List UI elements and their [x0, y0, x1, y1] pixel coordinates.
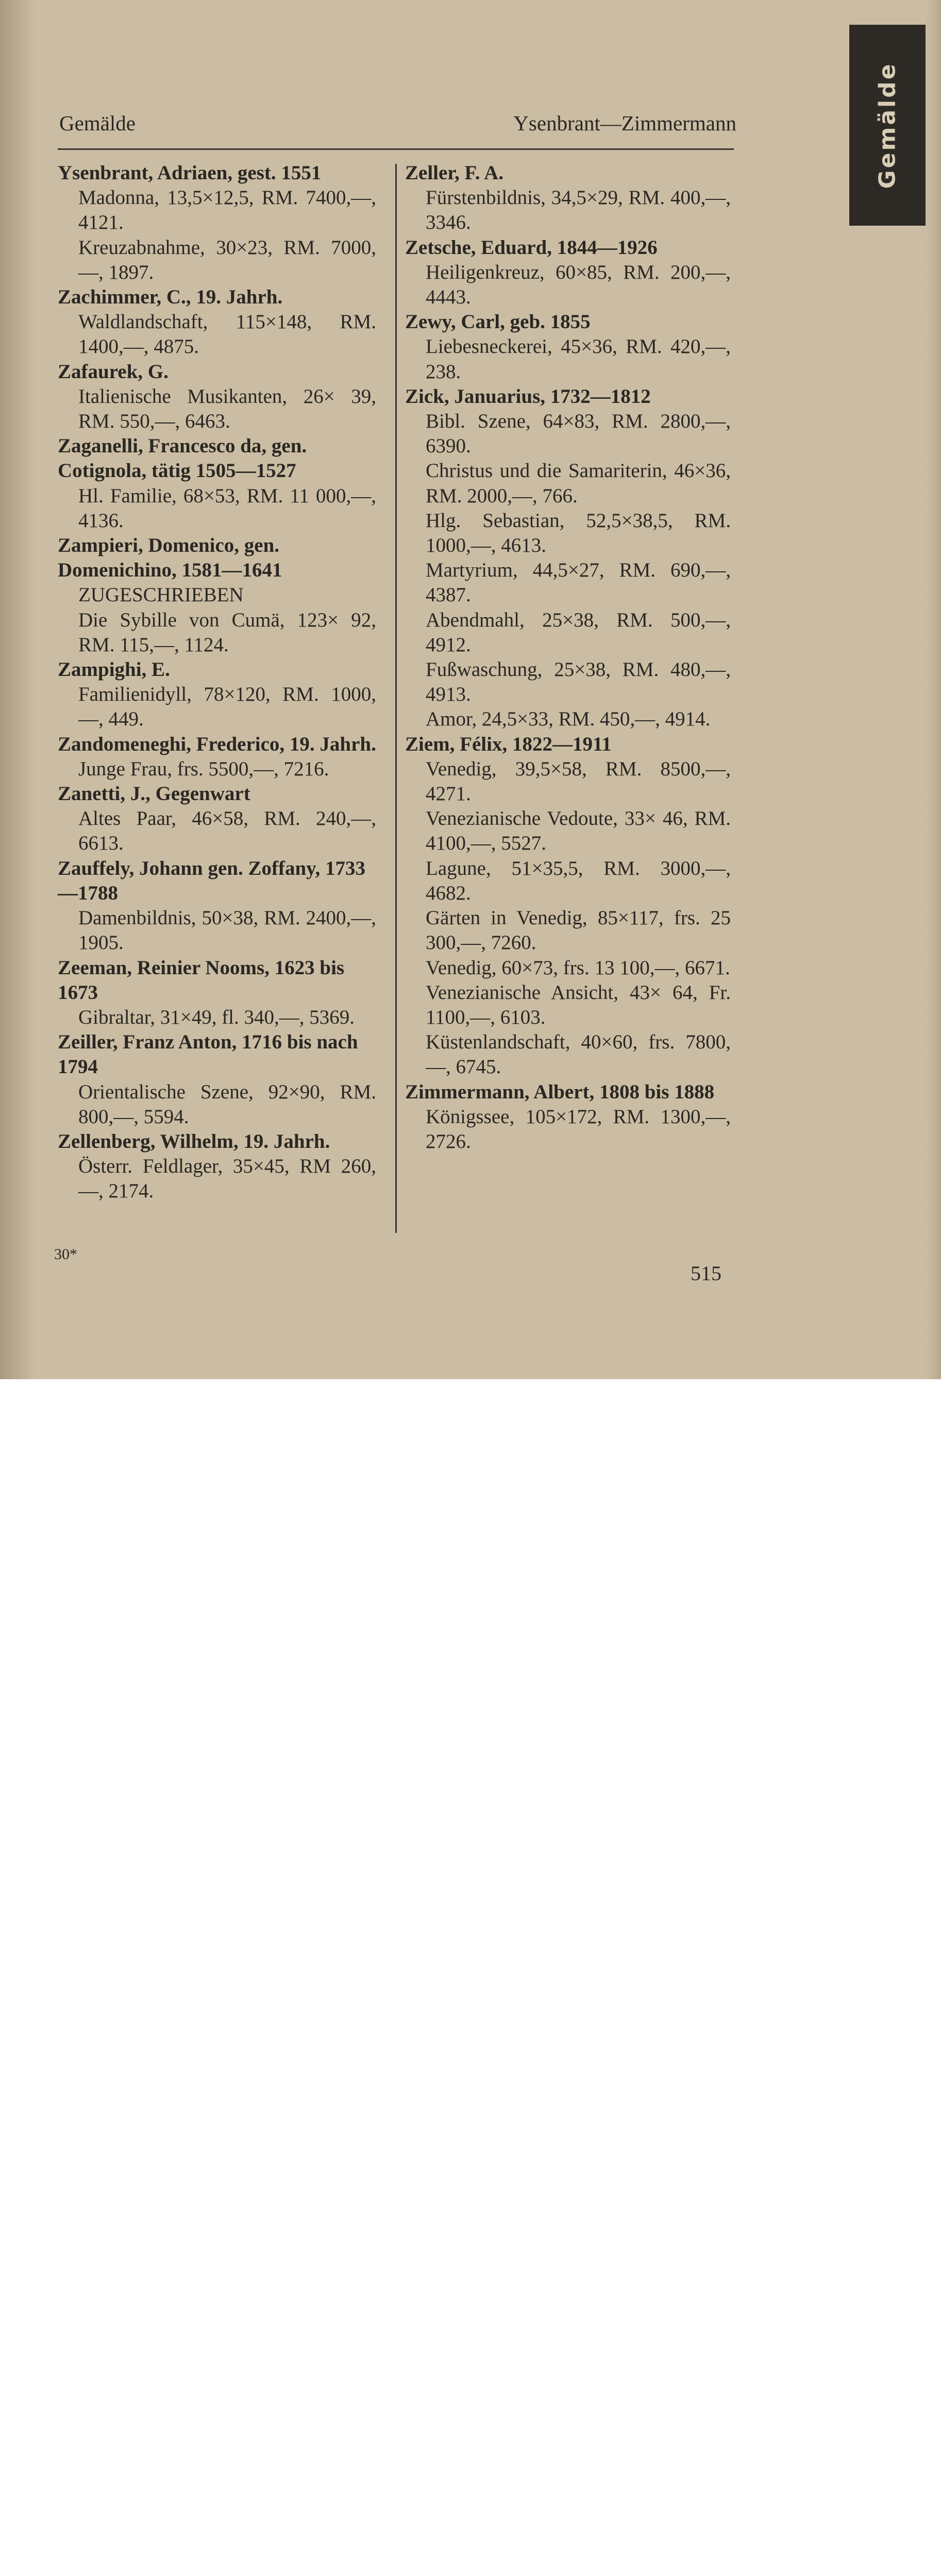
catalog-entry [405, 310, 731, 384]
artwork-line: Gärten in Venedig, 85×117, frs. 25 300,—, 7260. [426, 907, 731, 954]
column-divider [395, 164, 397, 1233]
artist-heading: Zachimmer, C., 19. Jahrh. [58, 286, 283, 309]
artwork-line: Christus und die Samariterin, 46×36, RM. 2000,—, 766. [426, 460, 731, 507]
signature-mark: 30* [54, 1246, 77, 1263]
artwork-line: Die Sybille von Cumä, 123× 92, RM. 115,—, 1124. [78, 608, 376, 656]
catalog-entry [405, 235, 731, 310]
catalog-entry [405, 161, 731, 235]
artwork-line: Venezianische Ansicht, 43× 64, Fr. 1100,—, 6103. [426, 981, 731, 1028]
artist-heading: Zauffely, Johann gen. Zoffany, 1733—1788 [58, 857, 366, 904]
left-column [58, 161, 376, 1204]
artwork-line: Junge Frau, frs. 5500,—, 7216. [78, 757, 329, 780]
catalog-entry [58, 1030, 376, 1129]
artist-heading: Zeeman, Reinier Nooms, 1623 bis 1673 [58, 956, 345, 1004]
artwork-line: Kreuzabnahme, 30×23, RM. 7000,—, 1897. [78, 236, 376, 283]
artist-heading: Zampighi, E. [58, 658, 170, 681]
catalog-entry [58, 285, 376, 360]
artwork-line: Venedig, 60×73, frs. 13 100,—, 6671. [426, 956, 730, 979]
artist-heading: Ysenbrant, Adriaen, gest. 1551 [58, 162, 322, 184]
artwork-line: Abendmahl, 25×38, RM. 500,—, 4912. [426, 608, 731, 656]
artist-heading: Zafaurek, G. [58, 360, 169, 383]
page-left-edge [0, 0, 36, 1379]
artwork-line: Fürstenbildnis, 34,5×29, RM. 400,—, 3346. [426, 187, 731, 234]
artwork-line: Martyrium, 44,5×27, RM. 690,—, 4387. [426, 559, 731, 606]
artist-heading: Zewy, Carl, geb. 1855 [405, 311, 591, 333]
artwork-line: Damenbildnis, 50×38, RM. 2400,—, 1905. [78, 907, 376, 954]
artist-heading: Zick, Januarius, 1732—1812 [405, 385, 651, 408]
artwork-line: Österr. Feldlager, 35×45, RM 260,—, 2174. [78, 1155, 376, 1202]
running-head-section: Gemälde [59, 111, 136, 135]
artwork-line: Gibraltar, 31×49, fl. 340,—, 5369. [78, 1006, 355, 1028]
artist-heading: Zeiller, Franz Anton, 1716 bis nach 1794 [58, 1031, 358, 1078]
thumb-index-tab-label: Gemälde [874, 62, 901, 189]
catalog-entry [405, 384, 731, 732]
artwork-line: Venezianische Vedoute, 33× 46, RM. 4100,—, 5527. [426, 807, 731, 855]
artist-heading: Ziem, Félix, 1822—1911 [405, 733, 612, 755]
artwork-line: Bibl. Szene, 64×83, RM. 2800,—, 6390. [426, 410, 731, 457]
page-right-edge [925, 0, 941, 1379]
catalog-entry [405, 1080, 731, 1155]
artwork-line: Küstenlandschaft, 40×60, frs. 7800,—, 6745. [426, 1031, 731, 1078]
artwork-line: Hlg. Sebastian, 52,5×38,5, RM. 1000,—, 4613. [426, 509, 731, 557]
artwork-line: Madonna, 13,5×12,5, RM. 7400,—, 4121. [78, 187, 376, 234]
artist-heading: Zellenberg, Wilhelm, 19. Jahrh. [58, 1130, 330, 1153]
artist-heading: Zandomeneghi, Frederico, 19. Jahrh. [58, 733, 376, 755]
running-head-range: Ysenbrant—Zimmermann [513, 111, 736, 135]
footer-bar [0, 1379, 941, 1454]
attribution-note: ZUGESCHRIEBEN [78, 584, 244, 606]
catalog-entry [58, 1129, 376, 1204]
artist-heading: Zimmermann, Albert, 1808 bis 1888 [405, 1080, 715, 1103]
artwork-line: Altes Paar, 46×58, RM. 240,—, 6613. [78, 807, 376, 855]
artwork-line: Waldlandschaft, 115×148, RM. 1400,—, 4875. [78, 311, 376, 358]
catalog-entry [58, 434, 376, 533]
catalog-entry [58, 956, 376, 1030]
artwork-line: Heiligenkreuz, 60×85, RM. 200,—, 4443. [426, 261, 731, 309]
page-number: 515 [691, 1262, 721, 1285]
catalog-entry [58, 360, 376, 434]
catalog-entry [58, 782, 376, 856]
artist-heading: Zeller, F. A. [405, 162, 504, 184]
right-column [405, 161, 731, 1154]
catalog-entry [58, 732, 376, 782]
catalog-entry [58, 657, 376, 732]
artwork-line: Italienische Musikanten, 26× 39, RM. 550,—, 6463. [78, 385, 376, 433]
header-rule [58, 148, 734, 150]
artwork-line: Liebesneckerei, 45×36, RM. 420,—, 238. [426, 335, 731, 383]
catalog-entry [58, 161, 376, 285]
artwork-line: Königssee, 105×172, RM. 1300,—, 2726. [426, 1105, 731, 1153]
artwork-line: Amor, 24,5×33, RM. 450,—, 4914. [426, 708, 711, 731]
artwork-line: Fußwaschung, 25×38, RM. 480,—, 4913. [426, 658, 731, 706]
artwork-line: Familienidyll, 78×120, RM. 1000,—, 449. [78, 683, 376, 731]
catalog-entry [58, 533, 376, 657]
catalog-entry [58, 856, 376, 956]
artist-heading: Zaganelli, Francesco da, gen. Cotignola, tätig 1505—1527 [58, 435, 307, 482]
artwork-line: Lagune, 51×35,5, RM. 3000,—, 4682. [426, 857, 731, 904]
artist-heading: Zampieri, Domenico, gen. Domenichino, 1581—1641 [58, 534, 282, 582]
artist-heading: Zetsche, Eduard, 1844—1926 [405, 236, 658, 259]
artwork-line: Orientalische Szene, 92×90, RM. 800,—, 5594. [78, 1080, 376, 1128]
artwork-line: Hl. Familie, 68×53, RM. 11 000,—, 4136. [78, 484, 376, 532]
catalog-entry [405, 732, 731, 1080]
artwork-line: Venedig, 39,5×58, RM. 8500,—, 4271. [426, 757, 731, 805]
artist-heading: Zanetti, J., Gegenwart [58, 783, 250, 805]
thumb-index-tab-label-wrap [849, 25, 926, 226]
